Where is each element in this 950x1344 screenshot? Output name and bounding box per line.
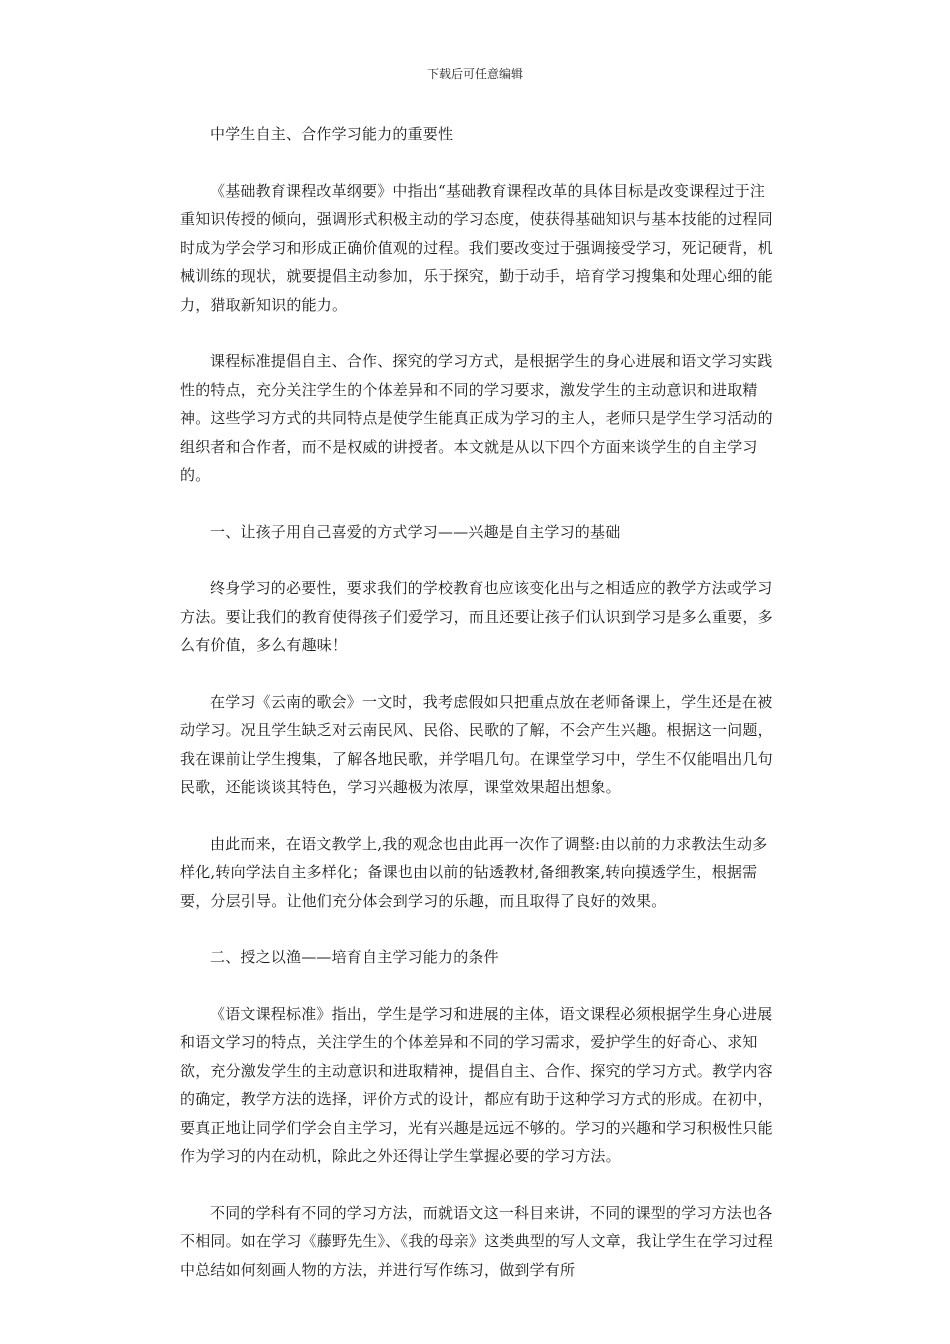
paragraph-4: 在学习《云南的歌会》一文时，我考虑假如只把重点放在老师备课上，学生还是在被动学习。况且学生缺乏对云南民风、民俗、民歌的了解，不会产生兴趣。根据这一问题，我在课前让学生搜集，了解各地民歌，并学唱几句。在课堂学习中，学生不仅能唱出几句民歌，还能谈谈其特色，学习兴趣极为浓厚，课堂效果超出想象。: [180, 692, 773, 796]
paragraph-6: 《语文课程标准》指出，学生是学习和进展的主体，语文课程必须根据学生身心进展和语文学习的特点，关注学生的个体差异和不同的学习需求，爱护学生的好奇心、求知欲，充分激发学生的主动意识和进取精神，提倡自主、合作、探究的学习方式。教学内容的确定，教学方法的选择，评价方式的设计，都应有助于这种学习方式的形成。在初中，要真正地让同学们学会自主学习，光有兴趣是远远不够的。学习的兴趣和学习积极性只能作为学习的内在动机，除此之外还得让学生掌握必要的学习方法。: [180, 1004, 773, 1165]
section-heading-1: 一、让孩子用自己喜爱的方式学习——兴趣是自主学习的基础: [210, 522, 621, 541]
paragraph-1: 《基础教育课程改革纲要》中指出“基础教育课程改革的具体目标是改变课程过于注重知识传授的倾向，强调形式积极主动的学习态度，使获得基础知识与基本技能的过程同时成为学会学习和形成正确价值观的过程。我们要改变过于强调接受学习，死记硬背，机械训练的现状，就要提倡主动参加，乐于探究，勤于动手，培育学习搜集和处理心细的能力，猎取新知识的能力。: [180, 181, 773, 314]
paragraph-7: 不同的学科有不同的学习方法，而就语文这一科目来讲，不同的课型的学习方法也各不相同。如在学习《藤野先生》、《我的母亲》这类典型的写人文章，我让学生在学习过程中总结如何刻画人物的方法，并进行写作练习，做到学有所: [180, 1203, 774, 1279]
paragraph-3: 终身学习的必要性，要求我们的学校教育也应该变化出与之相适应的教学方法或学习方法。要让我们的教育使得孩子们爱学习，而且还要让孩子们认识到学习是多么重要，多么有价值，多么有趣味！: [180, 579, 773, 654]
document-body: [180, 120, 775, 1312]
document-title: 中学生自主、合作学习能力的重要性: [210, 125, 454, 143]
paragraph-5: 由此而来，在语文教学上,我的观念也由此再一次作了调整:由以前的力求教法生动多样化,转向学法自主多样化；备课也由以前的钻透教材,备细教案,转向摸透学生，根据需要，分层引导。让他们充分体会到学习的乐趣，而且取得了良好的效果。: [180, 834, 768, 910]
paragraph-2: 课程标准提倡自主、合作、探究的学习方式，是根据学生的身心进展和语文学习实践性的特点，充分关注学生的个体差异和不同的学习要求，激发学生的主动意识和进取精神。这些学习方式的共同特点是使学生能真正成为学习的主人，老师只是学生学习活动的组织者和合作者，而不是权威的讲授者。本文就是从以下四个方面来谈学生的自主学习的。: [180, 352, 773, 484]
page-header: 下载后可任意编辑: [426, 67, 523, 81]
section-heading-2: 二、授之以渔——培育自主学习能力的条件: [210, 948, 499, 966]
